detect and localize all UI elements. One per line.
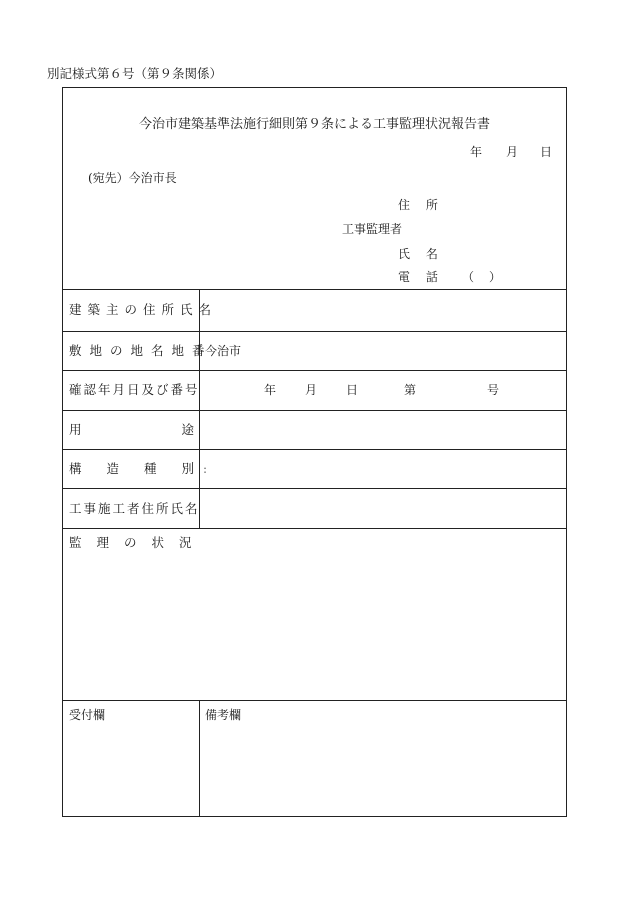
divider: [62, 289, 567, 290]
divider: [62, 488, 567, 489]
divider: [62, 449, 567, 450]
supervision-label: 監理の状況: [69, 535, 207, 550]
reporter-role: 工事監理者: [342, 222, 403, 236]
phone-paren-open: （: [462, 270, 475, 284]
form-number-label: 別記様式第６号（第９条関係）: [47, 66, 223, 81]
confirmation-month: 月: [305, 383, 318, 397]
divider: [62, 331, 567, 332]
reception-label: 受付欄: [69, 708, 106, 722]
divider: [62, 370, 567, 371]
divider: [62, 700, 567, 701]
confirmation-go: 号: [487, 383, 500, 397]
confirmation-year: 年: [264, 383, 277, 397]
use-label: 用途: [69, 422, 194, 437]
confirmation-dai: 第: [404, 383, 417, 397]
structure-label: 構造種別: [69, 461, 194, 476]
confirmation-label: 確認年月日及び番号: [69, 382, 200, 397]
form-title: 今治市建築基準法施行細則第９条による工事監理状況報告書: [138, 117, 490, 132]
date-year-label: 年: [470, 145, 483, 159]
owner-label: 建築主の住所氏名: [69, 302, 218, 317]
addressee: (宛先）今治市長: [88, 171, 177, 185]
contractor-label: 工事施工者住所氏名: [69, 501, 200, 516]
remarks-label: 備考欄: [205, 708, 242, 722]
column-divider: [199, 289, 200, 528]
divider: [62, 410, 567, 411]
column-divider: [199, 700, 200, 817]
address-label: 住 所: [398, 198, 444, 212]
date-day-label: 日: [540, 145, 553, 159]
phone-paren-close: ）: [489, 270, 502, 284]
confirmation-day: 日: [346, 383, 359, 397]
date-month-label: 月: [506, 145, 519, 159]
site-value[interactable]: 今治市: [205, 344, 242, 358]
structure-value[interactable]: :: [203, 462, 208, 476]
name-label: 氏 名: [398, 247, 444, 261]
site-label: 敷地の地名地番: [69, 343, 213, 358]
report-form-frame: [62, 87, 567, 817]
divider: [62, 528, 567, 529]
phone-label: 電 話: [398, 270, 444, 284]
